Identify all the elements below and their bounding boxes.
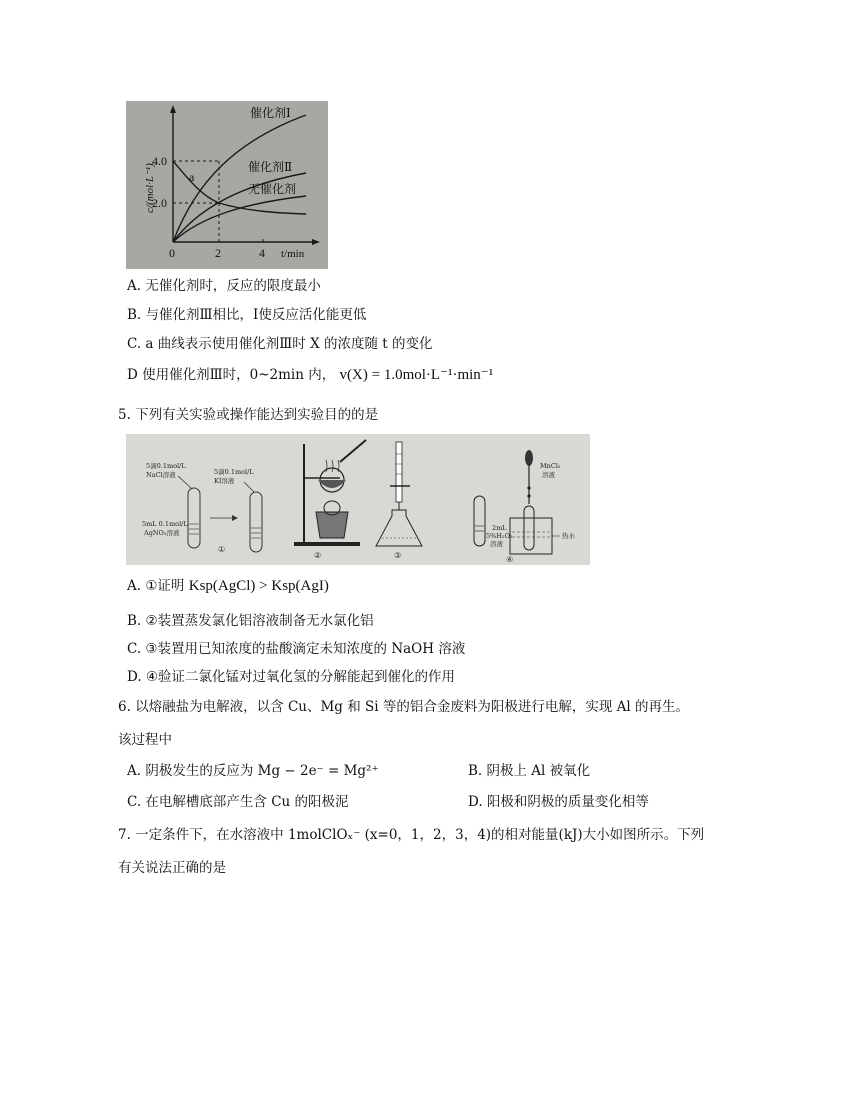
q5-option-c: C. ③装置用已知浓度的盐酸滴定未知浓度的 NaOH 溶液 (127, 641, 466, 657)
q5-h2o2-3: 溶液 (490, 540, 503, 548)
q4-curve-label-none: 无催化剂 (248, 182, 297, 196)
q5-tube1-bottom2: AgNO₃溶液 (144, 529, 180, 537)
q4-option-d-text: D 使用催化剂Ⅲ时，0~2min 内， (127, 367, 336, 383)
q6-option-b: B. 阴极上 Al 被氧化 (468, 763, 591, 779)
q5-mncl-1: MnCl₂ (540, 462, 561, 470)
q5-tube2-top2: KI溶液 (214, 477, 235, 485)
q4-option-c: C. a 曲线表示使用催化剂Ⅲ时 X 的浓度随 t 的变化 (127, 336, 433, 352)
q5-option-a (127, 577, 329, 595)
q5-tube1-top: 5滴0.1mol/L (146, 462, 186, 470)
q4-curve-label-cat1: 催化剂Ⅰ (250, 106, 291, 120)
q5-mncl-2: 溶液 (542, 471, 555, 479)
q5-option-a-formula: Ksp(AgCl) > Ksp(AgI) (188, 578, 329, 594)
q4-option-d-formula: v(X) = 1.0mol·L⁻¹·min⁻¹ (339, 367, 494, 383)
q5-option-b: B. ②装置蒸发氯化铝溶液制备无水氯化铝 (127, 613, 374, 629)
q4-curve-label-cat2: 催化剂Ⅱ (248, 160, 293, 174)
q4-y-axis-label: c/(mol·L⁻¹) (144, 163, 156, 213)
q4-option-b: B. 与催化剂Ⅲ相比，Ⅰ使反应活化能更低 (127, 307, 367, 323)
q4-x-axis-label: t/min (281, 248, 305, 260)
q4-y-tick-2: 2.0 (152, 196, 167, 210)
q5-label-4: ④ (506, 555, 514, 564)
q5-apparatus-photo (126, 434, 590, 565)
q5-label-3: ③ (394, 551, 402, 560)
q5-stem: 5. 下列有关实验或操作能达到实验目的的是 (118, 407, 379, 423)
q4-option-d (127, 366, 493, 384)
q6-option-c: C. 在电解槽底部产生含 Cu 的阳极泥 (127, 794, 349, 810)
q6-stem-line1: 6. 以熔融盐为电解液，以含 Cu、Mg 和 Si 等的铝合金废料为阳极进行电解，实现 Al 的再生。 (118, 699, 690, 715)
q5-label-1: ① (218, 545, 226, 554)
q5-tube2-top: 5滴0.1mol/L (214, 468, 254, 476)
q6-option-d: D. 阳极和阴极的质量变化相等 (468, 794, 649, 810)
q5-tube1-top2: NaCl溶液 (146, 471, 176, 479)
q7-stem-line1: 7. 一定条件下，在水溶液中 1molClOₓ⁻ (x=0，1，2，3，4)的相对能量(kJ)大小如图所示。下列 (118, 827, 705, 843)
q5-hot-water: 热水 (562, 532, 575, 540)
q7-stem-line2: 有关说法正确的是 (118, 860, 226, 876)
q4-graph-photo (126, 101, 328, 269)
q4-curve-a-label: a (189, 170, 195, 184)
q4-option-a: A. 无催化剂时，反应的限度最小 (127, 278, 321, 294)
q4-x-tick-4: 4 (259, 246, 265, 260)
q5-option-a-text: A. ①证明 (127, 578, 185, 594)
q6-stem-line2: 该过程中 (118, 732, 172, 748)
q5-label-2: ② (314, 551, 322, 560)
q4-x-tick-0: 0 (169, 246, 175, 260)
q5-tube1-bottom: 5mL 0.1mol/L (142, 520, 188, 528)
q4-y-tick-4: 4.0 (152, 154, 167, 168)
q4-x-tick-2: 2 (215, 246, 221, 260)
q6-option-a: A. 阴极发生的反应为 Mg − 2e⁻ = Mg²⁺ (127, 763, 379, 779)
q5-h2o2-1: 2mL (492, 524, 507, 532)
q5-option-d: D. ④验证二氯化锰对过氧化氢的分解能起到催化的作用 (127, 669, 456, 685)
q5-h2o2-2: 5%H₂O₂ (486, 532, 513, 540)
